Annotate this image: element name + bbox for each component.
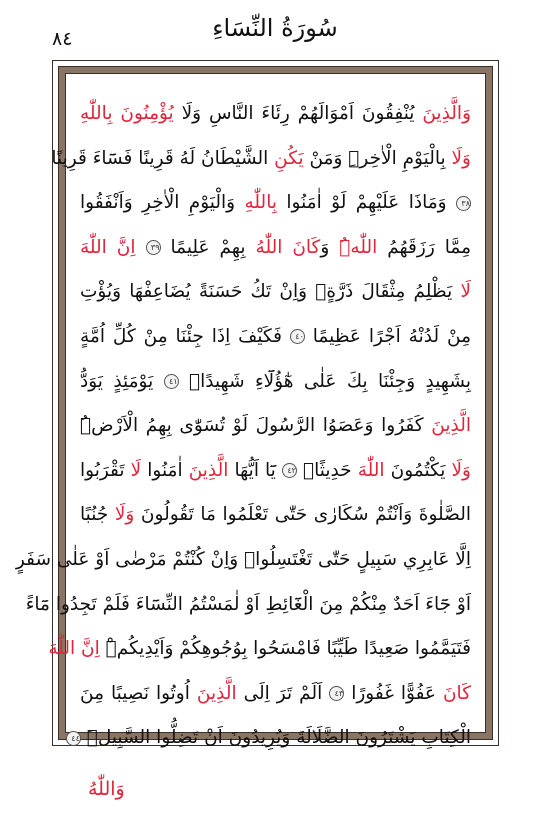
verse-text: تَقْرَبُوا <box>80 459 131 481</box>
verse-text: الْكِتَابِ يَشْتَرُونَ الضَّلَالَةَ وَيُرِيدُونَ اَنْ تَضِلُّوا السَّبِيلَۜ <box>80 727 471 749</box>
ayah-number-marker: ٤٢ <box>282 463 297 478</box>
highlighted-word: يَكُنِ <box>274 147 304 169</box>
text-line <box>80 493 471 538</box>
verse-text: وَ <box>320 236 340 258</box>
verse-text: اٰمَنُوا <box>141 459 189 481</box>
verse-text: الشَّيْطَانُ لَهُ قَرِينًا فَسَٓاءَ قَرِينًا <box>51 147 275 169</box>
highlighted-word: اِنَّ اللّٰهَ <box>80 236 146 258</box>
verse-text: وَالْيَوْمِ الْاٰخِرِ وَاَنْفَقُوا <box>80 192 245 214</box>
highlighted-word: اِنَّ اللّٰهَ <box>48 638 100 660</box>
verse-text: فَكَيْفَ اِذَا جِئْنَا مِنْ كُلِّ اُمَّةٍ <box>80 325 290 347</box>
ayah-number-marker: ٤٣ <box>329 686 344 701</box>
verse-text: بِالْيَوْمِ الْاٰخِرِۜ وَمَنْ <box>303 147 452 169</box>
highlighted-word: وَلَا <box>451 147 471 169</box>
highlighted-word: اللّٰهَ <box>357 459 385 481</box>
highlighted-word: لَا <box>460 281 471 303</box>
page-frame <box>15 60 499 749</box>
text-line <box>80 672 471 717</box>
highlighted-word: الَّذِينَ <box>196 682 237 704</box>
text-line <box>80 360 471 405</box>
text-line <box>80 449 471 494</box>
highlighted-word: لَا <box>130 459 142 481</box>
highlighted-word: اللّٰهُۜ <box>339 236 378 258</box>
highlighted-word: كَانَ <box>442 682 471 704</box>
verse-text: حَدِيثًا۟ <box>296 459 358 481</box>
highlighted-word: يُؤْمِنُونَ بِاللّٰهِ <box>80 103 174 124</box>
verse-text: اَلَمْ تَرَ اِلَى <box>236 682 330 704</box>
verse-text: يُنْفِقُونَ اَمْوَالَهُمْ رِئَاءَ النَّاسِ وَلَا <box>173 103 423 124</box>
page-number: ٨٤ <box>52 28 73 50</box>
highlighted-word: الَّذِينَ <box>431 415 471 437</box>
text-line <box>80 92 471 137</box>
verse-text: بِهِمْ عَلِيمًا <box>160 236 256 258</box>
highlighted-word: وَلَا <box>451 459 471 481</box>
verse-text: الصَّلٰوةَ وَاَنْتُمْ سُكَارٰى حَتّٰى تَعْلَمُوا مَا تَقُولُونَ <box>134 504 471 526</box>
text-line <box>25 583 471 628</box>
verse-text: كَفَرُوا وَعَصَوُا الرَّسُولَ لَوْ تُسَوّٰى بِهِمُ الْاَرْضُۜ <box>80 415 432 437</box>
verse-text: مِنْ لَدُنْهُ اَجْرًا عَظِيمًا <box>304 325 471 347</box>
verse-text: يَٓا اَيُّهَا <box>228 459 282 481</box>
verse-text: اِلَّا عَابِرِي سَبِيلٍ حَتّٰى تَغْتَسِلُواۜ وَاِنْ كُنْتُمْ مَرْضٰى اَوْ عَلٰى سَفَرٍ <box>15 548 471 570</box>
highlighted-word: بِاللّٰهِ <box>244 192 277 214</box>
highlighted-word: الَّذِينَ <box>188 459 229 481</box>
page-header <box>0 0 550 58</box>
text-line <box>15 538 471 583</box>
text-line <box>80 270 471 315</box>
verse-text: عَفُوًّا غَفُورًا <box>344 682 443 704</box>
text-line <box>80 181 471 226</box>
verse-text: يَظْلِمُ مِثْقَالَ ذَرَّةٍۚ وَاِنْ تَكُ حَسَنَةً يُضَاعِفْهَا وَيُؤْتِ <box>80 281 461 303</box>
highlighted-word: كَانَ اللّٰهُ <box>255 236 321 258</box>
text-area <box>15 73 486 749</box>
surah-title: سُورَةُ النِّسَاءِ <box>212 14 338 42</box>
highlighted-word: وَلَا <box>114 504 135 526</box>
text-line <box>51 137 471 182</box>
ayah-number-marker: ٤١ <box>164 374 179 389</box>
verse-text: مِمَّا رَزَقَهُمُ <box>377 236 471 258</box>
verse-text: وَمَاذَا عَلَيْهِمْ لَوْ اٰمَنُوا <box>276 192 456 214</box>
verse-text: اُوتُوا نَصِيبًا مِنَ <box>80 682 197 704</box>
highlighted-word: وَالَّذِينَ <box>422 103 471 124</box>
text-line <box>80 315 471 360</box>
verse-text: جُنُبًا <box>80 504 115 526</box>
ayah-number-marker: ٤٤ <box>66 731 81 746</box>
ayah-number-marker: ٤٠ <box>290 329 305 344</box>
catchword: وَاللّٰهُ <box>88 778 125 800</box>
verse-text: اَوْ جَٓاءَ اَحَدٌ مِنْكُمْ مِنَ الْغَٓائِطِ اَوْ لٰمَسْتُمُ النِّسَٓاءَ فَلَمْ تَجِدُوا مَٓاءً <box>25 593 471 615</box>
ayah-number-marker: ٣٨ <box>456 196 471 211</box>
verse-text: فَتَيَمَّمُوا صَعِيدًا طَيِّبًا فَامْسَحُوا بِوُجُوهِكُمْ وَاَيْدِيكُمْۜ <box>99 638 471 660</box>
quran-text <box>15 92 471 761</box>
ayah-number-marker: ٣٩ <box>146 240 161 255</box>
text-line <box>71 716 471 761</box>
verse-text: يَكْتُمُونَ <box>384 459 452 481</box>
verse-text: يَوْمَئِذٍ يَوَدُّ <box>80 370 164 392</box>
text-line <box>48 627 471 672</box>
verse-text: بِشَهِيدٍ وَجِئْنَا بِكَ عَلٰى هٰٓؤُلَٓاءِ شَهِيدًاۜ <box>178 370 471 392</box>
text-line <box>80 404 471 449</box>
text-line <box>80 226 471 271</box>
